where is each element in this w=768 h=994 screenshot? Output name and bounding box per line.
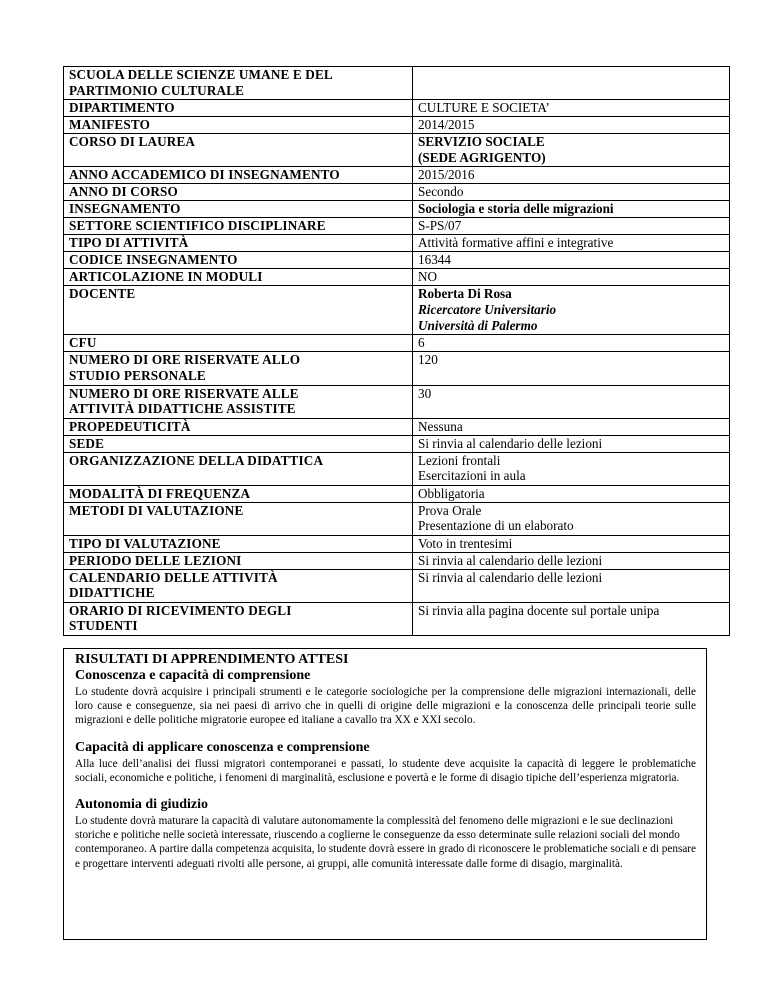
course-info-body: [64, 67, 730, 636]
info-value-cell: [413, 184, 730, 201]
info-row: [64, 100, 730, 117]
info-row: [64, 452, 730, 485]
info-value-cell: [413, 269, 730, 286]
info-label-line: [69, 318, 407, 334]
info-label-line: [69, 518, 407, 534]
info-value-line: Nessuna: [418, 418, 463, 434]
info-label-cell: [64, 602, 413, 635]
info-label-line: STUDIO PERSONALE: [69, 368, 206, 384]
info-label-line: [69, 150, 407, 166]
info-row: [64, 502, 730, 535]
info-value-line: Università di Palermo: [418, 317, 538, 333]
info-value-line: Voto in trentesimi: [418, 535, 513, 551]
info-value-line: Presentazione di un elaborato: [418, 518, 574, 534]
info-label-line: CALENDARIO DELLE ATTIVITÀ: [69, 569, 278, 585]
info-value-line: Esercitazioni in aula: [418, 468, 526, 484]
info-row: [64, 335, 730, 352]
info-value-cell: [413, 535, 730, 552]
info-value-cell: [413, 569, 730, 602]
info-label-cell: [64, 235, 413, 252]
info-value-cell: [413, 485, 730, 502]
info-label-line: DOCENTE: [69, 286, 136, 302]
info-label-line: ATTIVITÀ DIDATTICHE ASSISTITE: [69, 401, 296, 417]
info-row: [64, 286, 730, 335]
info-row: [64, 134, 730, 167]
info-label-cell: [64, 134, 413, 167]
info-row: [64, 67, 730, 100]
info-value-cell: [413, 385, 730, 418]
info-row: [64, 252, 730, 269]
info-label-cell: [64, 502, 413, 535]
info-value-line: Si rinvia al calendario delle lezioni: [418, 569, 603, 585]
info-label-line: TIPO DI VALUTAZIONE: [69, 535, 221, 551]
info-label-line: METODI DI VALUTAZIONE: [69, 502, 244, 518]
info-label-cell: [64, 418, 413, 435]
info-value-line: Ricercatore Universitario: [418, 301, 557, 317]
info-label-cell: [64, 252, 413, 269]
info-label-cell: [64, 117, 413, 134]
info-value-line: Secondo: [418, 184, 464, 200]
info-row: [64, 352, 730, 385]
info-label-cell: [64, 552, 413, 569]
info-label-line: TIPO DI ATTIVITÀ: [69, 235, 189, 251]
info-value-cell: [413, 452, 730, 485]
info-label-cell: [64, 201, 413, 218]
info-value-line: Attività formative affini e integrative: [418, 235, 614, 251]
info-label-line: INSEGNAMENTO: [69, 201, 181, 217]
info-label-line: ANNO DI CORSO: [69, 184, 178, 200]
info-label-cell: [64, 452, 413, 485]
learning-outcomes-title: RISULTATI DI APPRENDIMENTO ATTESI: [75, 652, 349, 667]
info-row: [64, 418, 730, 435]
info-value-cell: [413, 602, 730, 635]
info-value-cell: [413, 100, 730, 117]
info-label-cell: [64, 269, 413, 286]
info-label-line: SEDE: [69, 435, 105, 451]
info-value-line: S-PS/07: [418, 218, 462, 234]
info-value-line: 2015/2016: [418, 167, 475, 183]
info-row: [64, 485, 730, 502]
info-label-line: CFU: [69, 335, 97, 351]
info-value-cell: [413, 418, 730, 435]
info-label-cell: [64, 67, 413, 100]
info-row: [64, 602, 730, 635]
info-label-line: CODICE INSEGNAMENTO: [69, 252, 238, 268]
info-label-cell: [64, 535, 413, 552]
learning-outcomes-box: [63, 648, 707, 940]
info-value-cell: [413, 352, 730, 385]
info-value-line: 16344: [418, 252, 451, 268]
info-label-line: [69, 302, 407, 318]
info-row: [64, 569, 730, 602]
info-label-cell: [64, 435, 413, 452]
info-value-line: SERVIZIO SOCIALE: [418, 134, 545, 150]
info-value-cell: [413, 67, 730, 100]
knowledge-heading: Conoscenza e capacità di comprensione: [75, 668, 311, 683]
info-label-cell: [64, 569, 413, 602]
info-label-line: CORSO DI LAUREA: [69, 134, 196, 150]
info-value-cell: [413, 502, 730, 535]
info-label-cell: [64, 218, 413, 235]
info-row: [64, 201, 730, 218]
info-row: [64, 435, 730, 452]
info-value-cell: [413, 117, 730, 134]
info-row: [64, 385, 730, 418]
info-value-line: Si rinvia al calendario delle lezioni: [418, 552, 603, 568]
info-value-line: NO: [418, 269, 438, 285]
info-row: [64, 535, 730, 552]
info-value-line: Sociologia e storia delle migrazioni: [418, 201, 614, 217]
knowledge-body: Lo studente dovrà acquisire i principali strumenti e le categorie sociologiche per la comprensione delle migrazioni internazionali, delle loro cause e conseguenze, sia nei paesi di arrivo che in quelli di origine delle migrazioni e la conoscenza delle principali teorie sulle migrazioni e delle politiche migratorie europee ed italiane a cavallo tra XX e XXI secolo.: [75, 686, 696, 727]
info-label-line: ANNO ACCADEMICO DI INSEGNAMENTO: [69, 167, 340, 183]
info-row: [64, 167, 730, 184]
info-row: [64, 235, 730, 252]
info-value-line: CULTURE E SOCIETA’: [418, 100, 550, 116]
info-label-line: STUDENTI: [69, 618, 138, 634]
info-label-line: ORGANIZZAZIONE DELLA DIDATTICA: [69, 452, 324, 468]
info-value-cell: [413, 552, 730, 569]
info-label-cell: [64, 485, 413, 502]
applying-knowledge-heading: Capacità di applicare conoscenza e comprensione: [75, 739, 370, 755]
info-value-line: (SEDE AGRIGENTO): [418, 149, 546, 165]
info-row: [64, 117, 730, 134]
info-value-cell: [413, 218, 730, 235]
info-label-line: SETTORE SCIENTIFICO DISCIPLINARE: [69, 218, 326, 234]
info-label-line: PERIODO DELLE LEZIONI: [69, 552, 242, 568]
info-label-line: NUMERO DI ORE RISERVATE ALLE: [69, 385, 299, 401]
judgement-body: Lo studente dovrà maturare la capacità di valutare autonomamente la complessità del fenomeno delle migrazioni e le sue declinazioni storiche e politiche nelle società interessate, riuscendo a coglierne le conseguenze da esso determinate sulle relazioni sociali del mondo contemporaneo. A partire dalla competenza acquisita, lo studente dovrà essere in grado di riconoscere le problematiche sociali e di pensare e progettare interventi adeguati rivolti alle persone, ai gruppi, alle comunità interessate dalle forme di disagio, marginalità.: [75, 815, 696, 870]
info-value-line: Prova Orale: [418, 502, 482, 518]
info-label-cell: [64, 286, 413, 335]
info-label-line: DIDATTICHE: [69, 585, 155, 601]
info-value-line: Lezioni frontali: [418, 452, 501, 468]
info-label-cell: [64, 184, 413, 201]
info-value-line: [418, 67, 724, 83]
applying-knowledge-body: Alla luce dell’analisi dei flussi migratori contemporanei e passati, lo studente deve acquisite la capacità di leggere le problematiche sociali, economiche e politiche, i fenomeni di marginalità, esclusione e povertà e le forme di disagio tipiche dell’esperienza migratoria.: [75, 757, 696, 784]
info-row: [64, 269, 730, 286]
judgement-heading: Autonomia di giudizio: [75, 797, 209, 813]
info-label-cell: [64, 167, 413, 184]
info-label-line: ARTICOLAZIONE IN MODULI: [69, 269, 263, 285]
course-info-table: [63, 66, 730, 636]
info-value-line: Si rinvia alla pagina docente sul portale unipa: [418, 602, 660, 618]
info-value-cell: [413, 201, 730, 218]
info-label-line: DIPARTIMENTO: [69, 100, 175, 116]
info-label-line: PROPEDEUTICITÀ: [69, 418, 191, 434]
info-value-line: 30: [418, 385, 432, 401]
info-label-cell: [64, 352, 413, 385]
info-value-cell: [413, 252, 730, 269]
info-label-line: NUMERO DI ORE RISERVATE ALLO: [69, 352, 301, 368]
info-row: [64, 218, 730, 235]
info-value-cell: [413, 286, 730, 335]
info-row: [64, 552, 730, 569]
info-label-line: ORARIO DI RICEVIMENTO DEGLI: [69, 602, 292, 618]
info-label-line: SCUOLA DELLE SCIENZE UMANE E DEL: [69, 67, 333, 82]
info-value-line: Roberta Di Rosa: [418, 286, 512, 302]
info-value-line: Si rinvia al calendario delle lezioni: [418, 435, 603, 451]
info-value-cell: [413, 435, 730, 452]
info-label-line: PARTIMONIO CULTURALE: [69, 82, 245, 98]
info-label-cell: [64, 335, 413, 352]
info-value-line: 2014/2015: [418, 117, 475, 133]
info-label-line: MODALITÀ DI FREQUENZA: [69, 485, 251, 501]
info-value-cell: [413, 167, 730, 184]
info-label-line: MANIFESTO: [69, 117, 150, 133]
info-value-cell: [413, 134, 730, 167]
info-value-cell: [413, 235, 730, 252]
info-label-cell: [64, 100, 413, 117]
info-row: [64, 184, 730, 201]
info-label-cell: [64, 385, 413, 418]
info-value-line: 120: [418, 352, 438, 368]
info-value-cell: [413, 335, 730, 352]
info-value-line: Obbligatoria: [418, 485, 485, 501]
info-label-line: [69, 468, 407, 484]
info-value-line: 6: [418, 335, 425, 351]
